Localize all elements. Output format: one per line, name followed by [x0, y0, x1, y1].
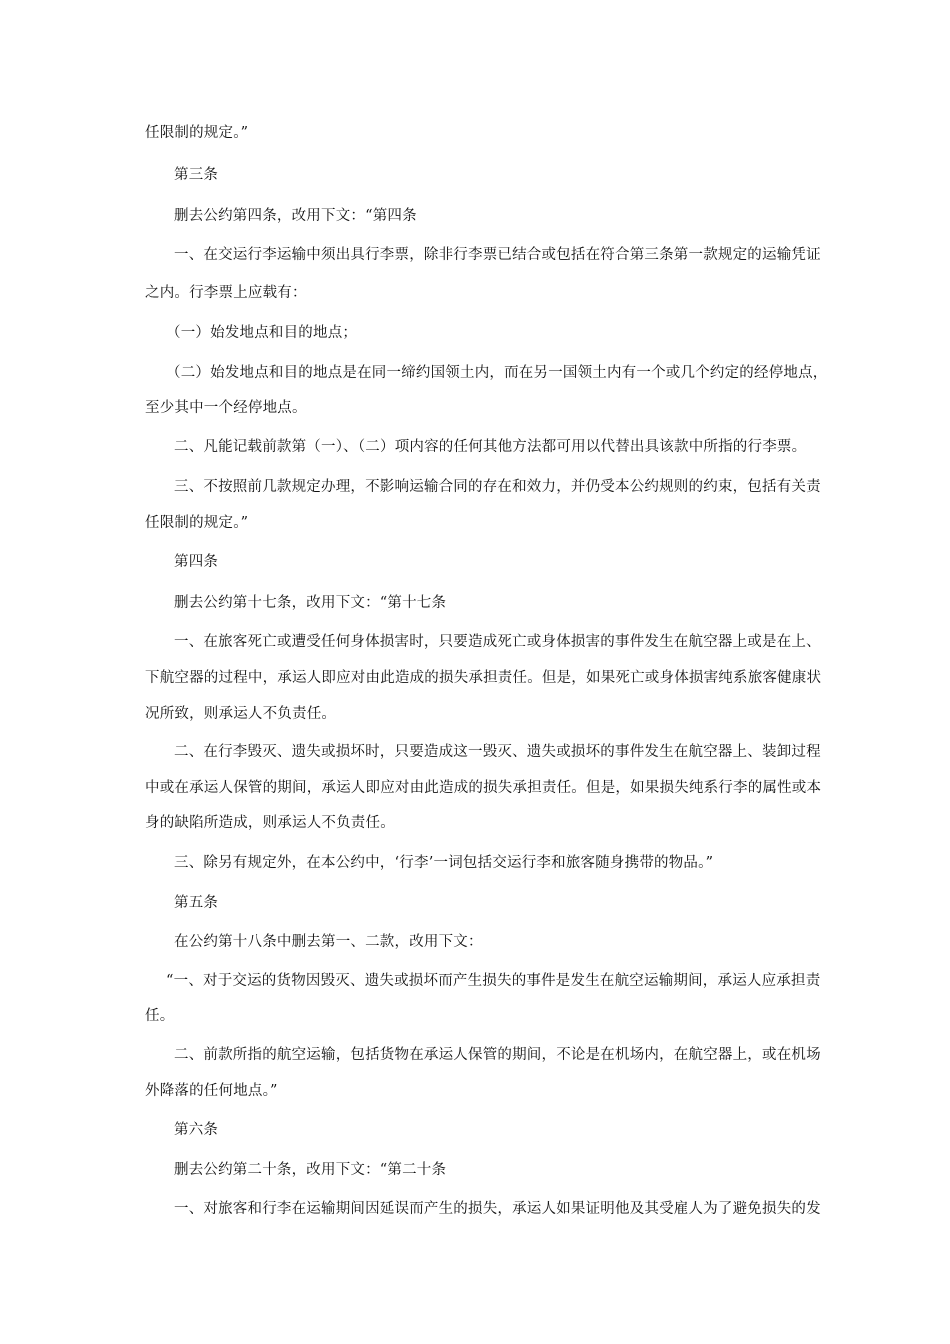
- paragraph-line: 下航空器的过程中，承运人即应对由此造成的损失承担责任。但是，如果死亡或身体损害纯系旅客健康状: [145, 670, 822, 686]
- paragraph-line: 中或在承运人保管的期间，承运人即应对由此造成的损失承担责任。但是，如果损失纯系行李的属性或本: [145, 780, 822, 796]
- paragraph-line: “一、对于交运的货物因毁灭、遗失或损坏而产生损失的事件是发生在航空运输期间，承运人应承担责: [166, 973, 821, 989]
- paragraph-line: 况所致，则承运人不负责任。: [145, 706, 337, 722]
- article-heading: 第三条: [174, 167, 219, 183]
- paragraph-line: 一、在旅客死亡或遭受任何身体损害时，只要造成死亡或身体损害的事件发生在航空器上或是在上、: [174, 634, 821, 650]
- paragraph-line: 删去公约第四条，改用下文：“第四条: [174, 208, 417, 224]
- article-heading: 第四条: [174, 554, 219, 570]
- paragraph-line: 一、在交运行李运输中须出具行李票，除非行李票已结合或包括在符合第三条第一款规定的运输凭证: [174, 247, 821, 263]
- article-heading: 第六条: [174, 1122, 219, 1138]
- paragraph-line: 删去公约第十七条，改用下文：“第十七条: [174, 595, 447, 611]
- paragraph-line: 任。: [145, 1008, 175, 1024]
- paragraph-line: 二、凡能记载前款第（一）、（二）项内容的任何其他方法都可用以代替出具该款中所指的行李票。: [174, 439, 807, 455]
- paragraph-line: 任限制的规定。”: [145, 515, 249, 531]
- paragraph-line: 之内。行李票上应载有：: [145, 285, 307, 301]
- list-item-line: （二）始发地点和目的地点是在同一缔约国领土内，而在另一国领土内有一个或几个约定的经停地点，: [166, 365, 828, 381]
- paragraph-line: 一、对旅客和行李在运输期间因延误而产生的损失，承运人如果证明他及其受雇人为了避免损失的发: [174, 1201, 821, 1217]
- paragraph-line: 至少其中一个经停地点。: [145, 400, 307, 416]
- paragraph-line: 二、前款所指的航空运输，包括货物在承运人保管的期间，不论是在机场内，在航空器上，或在机场: [174, 1047, 821, 1063]
- paragraph-line: 身的缺陷所造成，则承运人不负责任。: [145, 815, 395, 831]
- paragraph-line: 三、除另有规定外，在本公约中，‘行李’一词包括交运行李和旅客随身携带的物品。”: [174, 855, 714, 871]
- paragraph-line: 删去公约第二十条，改用下文：“第二十条: [174, 1162, 447, 1178]
- paragraph-line: 在公约第十八条中删去第一、二款，改用下文：: [174, 934, 483, 950]
- list-item-line: （一）始发地点和目的地点；: [166, 325, 358, 341]
- paragraph-line: 三、不按照前几款规定办理，不影响运输合同的存在和效力，并仍受本公约规则的约束，包括有关责: [174, 479, 821, 495]
- paragraph-line: 二、在行李毁灭、遗失或损坏时，只要造成这一毁灭、遗失或损坏的事件发生在航空器上、装卸过程: [174, 744, 821, 760]
- paragraph-line: 任限制的规定。”: [145, 125, 249, 141]
- article-heading: 第五条: [174, 895, 219, 911]
- paragraph-line: 外降落的任何地点。”: [145, 1083, 278, 1099]
